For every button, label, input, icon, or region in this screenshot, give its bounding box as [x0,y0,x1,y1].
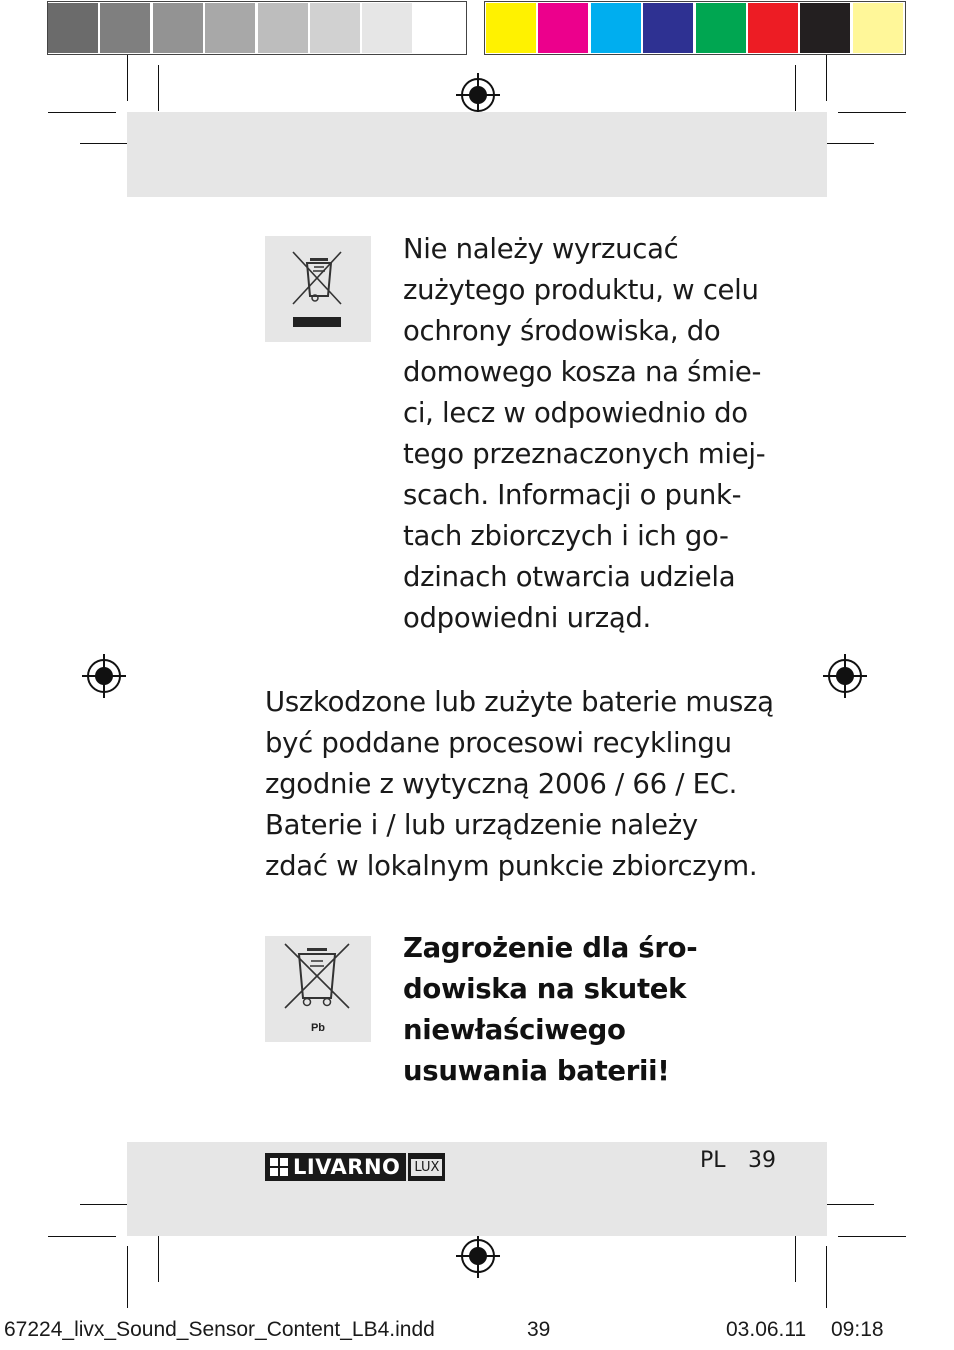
brand-name: LIVARNO [293,1155,401,1179]
header-band [127,112,827,197]
heading-line: dowiska na skutek [403,973,687,1005]
text-line: Nie należy wyrzucać [403,233,679,265]
crop-mark [127,1246,128,1308]
warning-heading [403,928,697,1092]
brand-squares-icon [270,1158,288,1176]
text-line: tach zbiorczych i ich go- [403,520,729,552]
crop-mark [826,1246,827,1308]
crop-mark [158,1236,159,1282]
crossed-out-wheelie-bin-icon [265,236,371,342]
disposal-icon-box [265,236,371,342]
text-line: zgodnie z wytyczną 2006 / 66 / EC. [265,768,738,800]
language-code: PL [700,1148,726,1173]
crossed-out-battery-bin-icon [265,936,371,1042]
crop-mark [127,55,128,101]
battery-disposal-icon-box [265,936,371,1042]
text-line: zdać w lokalnym punkcie zbiorczym. [265,850,758,882]
heading-line: Zagrożenie dla śro- [403,932,698,964]
crop-mark [795,1236,796,1282]
slug-date: 03.06.11 [726,1318,807,1341]
text-line: tego przeznaczonych miej- [403,438,766,470]
crop-mark [795,65,796,111]
crop-mark [826,55,827,101]
text-line: zużytego produktu, w celu [403,274,759,306]
heading-line: usuwania baterii! [403,1055,670,1087]
disposal-paragraph [403,229,765,639]
color-bar-frame [47,1,467,55]
pb-label: Pb [310,1022,326,1034]
text-line: Baterie i / lub urządzenie należy [265,809,698,841]
brand-suffix-box [408,1153,445,1181]
slug-time: 09:18 [831,1318,884,1341]
color-bar-frame [484,1,906,55]
brand-logo [265,1153,445,1181]
crop-mark [48,1236,116,1237]
text-line: odpowiedni urząd. [403,602,651,634]
text-line: ci, lecz w odpowiednio do [403,397,748,429]
registration-mark-icon [823,654,867,698]
crop-mark [48,112,116,113]
brand-suffix: LUX [411,1159,442,1176]
registration-mark-icon [456,1234,500,1278]
text-line: dzinach otwarcia udziela [403,561,736,593]
brand-main [265,1153,406,1181]
crop-mark [838,112,906,113]
slug-filename: 67224_livx_Sound_Sensor_Content_LB4.indd [4,1318,435,1341]
text-line: ochrony środowiska, do [403,315,721,347]
text-line: być poddane procesowi recyklingu [265,727,732,759]
crop-mark [158,65,159,111]
registration-mark-icon [456,73,500,117]
slug-page: 39 [527,1318,551,1341]
battery-paragraph [265,682,774,887]
text-line: domowego kosza na śmie- [403,356,762,388]
crop-mark [838,1236,906,1237]
text-line: scach. Informacji o punk- [403,479,742,511]
registration-mark-icon [82,654,126,698]
heading-line: niewłaściwego [403,1014,626,1046]
text-line: Uszkodzone lub zużyte baterie muszą [265,686,774,718]
page-number: 39 [748,1148,776,1173]
